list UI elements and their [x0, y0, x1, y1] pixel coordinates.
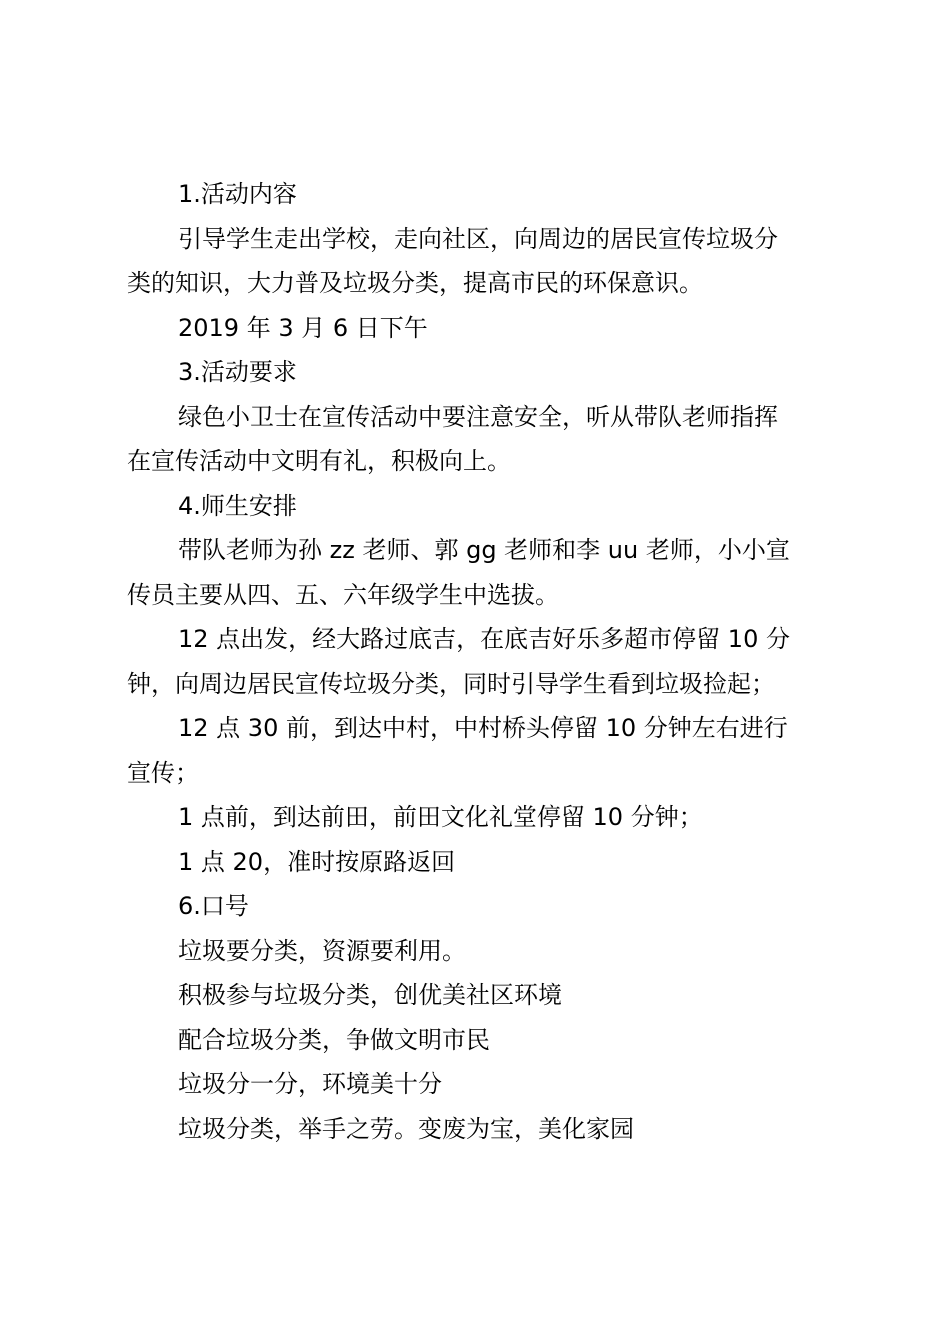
- slogan-line: 配合垃圾分类，争做文明市民: [178, 1025, 490, 1054]
- document-body: [127, 172, 835, 1151]
- slogan-line: 垃圾分一分，环境美十分: [178, 1070, 442, 1098]
- activity-date: 2019 年 3 月 6 日下午: [178, 313, 428, 342]
- schedule-line: 1 点前，到达前田，前田文化礼堂停留 10 分钟；: [178, 803, 703, 831]
- schedule-line: 宣传；: [127, 758, 199, 787]
- paragraph-line: 引导学生走出学校，走向社区，向周边的居民宣传垃圾分: [178, 224, 778, 253]
- slogan-line: 积极参与垃圾分类，创优美社区环境: [178, 981, 562, 1009]
- schedule-line: 1 点 20，准时按原路返回: [178, 847, 456, 876]
- heading-activity-requirements: 3.活动要求: [178, 358, 297, 386]
- slogan-line: 垃圾要分类，资源要利用。: [178, 936, 466, 965]
- heading-teacher-student-arrangement: 4.师生安排: [178, 491, 297, 520]
- paragraph-line: 带队老师为孙 zz 老师、郭 gg 老师和李 uu 老师，小小宣: [178, 536, 790, 564]
- paragraph-line: 在宣传活动中文明有礼，积极向上。: [127, 447, 511, 475]
- heading-slogans: 6.口号: [178, 892, 249, 920]
- schedule-line: 12 点出发，经大路过底吉，在底吉好乐多超市停留 10 分: [178, 625, 790, 653]
- heading-activity-content: 1.活动内容: [178, 180, 297, 208]
- slogan-line: 垃圾分类，举手之劳。变废为宝，美化家园: [178, 1114, 634, 1143]
- paragraph-line: 传员主要从四、五、六年级学生中选拔。: [127, 580, 559, 609]
- schedule-line: 钟，向周边居民宣传垃圾分类，同时引导学生看到垃圾捡起；: [127, 669, 775, 698]
- paragraph-line: 类的知识，大力普及垃圾分类，提高市民的环保意识。: [127, 269, 703, 297]
- paragraph-line: 绿色小卫士在宣传活动中要注意安全，听从带队老师指挥: [178, 402, 778, 431]
- schedule-line: 12 点 30 前，到达中村，中村桥头停留 10 分钟左右进行: [178, 714, 788, 742]
